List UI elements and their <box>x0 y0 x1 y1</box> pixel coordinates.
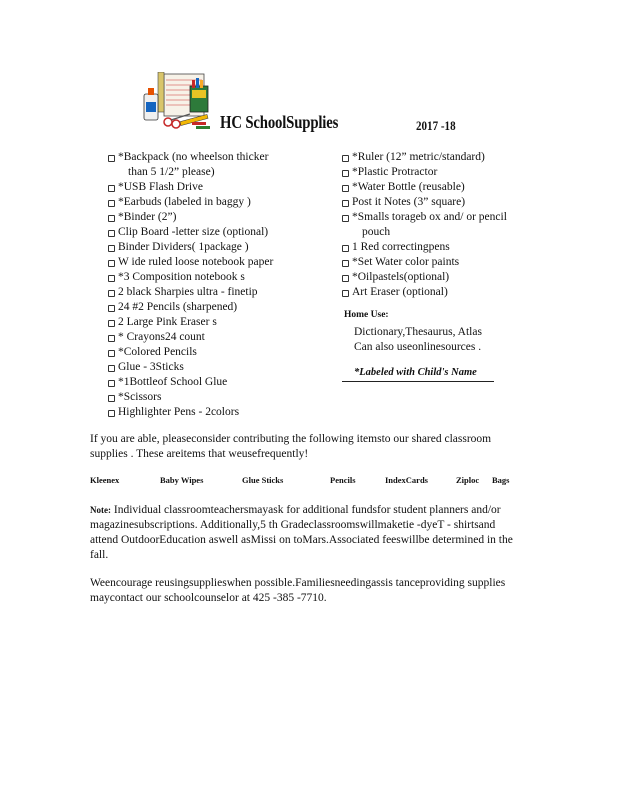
left-supply-list <box>108 150 338 420</box>
list-item: Binder Dividers( 1package ) <box>108 240 338 255</box>
checkbox-icon <box>342 260 349 267</box>
checkbox-icon <box>342 170 349 177</box>
page-title: HC SchoolSupplies <box>220 112 339 132</box>
list-item: *Earbuds (labeled in baggy ) <box>108 195 338 210</box>
right-supply-list <box>342 150 542 382</box>
school-year: 2017 -18 <box>416 118 456 133</box>
checkbox-icon <box>108 305 115 312</box>
contribution-paragraph: If you are able, pleaseconsider contributing the following itemsto our shared classroom supplies . These areitems that weusefrequently! <box>90 433 492 460</box>
list-item: 2 Large Pink Eraser s <box>108 315 338 330</box>
list-item: *USB Flash Drive <box>108 180 338 195</box>
school-supplies-clipart <box>140 72 216 130</box>
list-item: Art Eraser (optional) <box>342 285 542 300</box>
checkbox-icon <box>108 395 115 402</box>
checkbox-icon <box>108 275 115 282</box>
list-item: 2 black Sharpies ultra - finetip <box>108 285 338 300</box>
checkbox-icon <box>342 275 349 282</box>
list-item-continuation: than 5 1/2” please) <box>128 166 215 178</box>
list-item: *Set Water color paints <box>342 255 542 270</box>
checkbox-icon <box>342 290 349 297</box>
checkbox-icon <box>342 245 349 252</box>
list-item: Highlighter Pens - 2colors <box>108 405 338 420</box>
note-body: Individual classroomteachersmayask for additional fundsfor student planners and/or magazinesubscriptions. Additionally,5 th Gradeclassroomswillmaketie -dyeT - shirtsand attend OutdoorEducation aswell asMissi on toMars.Associated feeswillbe determined in the fall. <box>90 504 513 561</box>
list-item: 1 Red correctingpens <box>342 240 542 255</box>
list-item: Clip Board -letter size (optional) <box>108 225 338 240</box>
list-item: *3 Composition notebook s <box>108 270 338 285</box>
shared-item: Kleenex <box>90 475 120 485</box>
checkbox-icon <box>108 260 115 267</box>
shared-item: IndexCards <box>385 475 428 485</box>
checkbox-icon <box>108 185 115 192</box>
list-item: *Ruler (12” metric/standard) <box>342 150 542 165</box>
checkbox-icon <box>108 320 115 327</box>
list-item: *Smalls torageb ox and/ or pencil <box>342 210 542 225</box>
home-use-heading: Home Use: <box>344 310 389 320</box>
checkbox-icon <box>108 380 115 387</box>
checkbox-icon <box>342 200 349 207</box>
shared-item: Ziploc <box>456 475 480 485</box>
note-label: Note: <box>90 505 111 515</box>
list-item: *Colored Pencils <box>108 345 338 360</box>
labeled-note: *Labeled with Child's Name <box>342 365 494 382</box>
list-item: *Binder (2”) <box>108 210 338 225</box>
shared-item: Bags <box>492 475 510 485</box>
list-item: 24 #2 Pencils (sharpened) <box>108 300 338 315</box>
checkbox-icon <box>108 365 115 372</box>
shared-item: Pencils <box>330 475 356 485</box>
shared-item: Glue Sticks <box>242 475 284 485</box>
checkbox-icon <box>108 350 115 357</box>
checkbox-icon <box>108 335 115 342</box>
checkbox-icon <box>108 410 115 417</box>
list-item: *Water Bottle (reusable) <box>342 180 542 195</box>
list-item: Post it Notes (3” square) <box>342 195 542 210</box>
checkbox-icon <box>342 215 349 222</box>
list-item: * Crayons24 count <box>108 330 338 345</box>
home-use-line: Can also useonlinesources . <box>354 341 482 353</box>
checkbox-icon <box>342 185 349 192</box>
checkbox-icon <box>108 215 115 222</box>
list-item: *Plastic Protractor <box>342 165 542 180</box>
encourage-paragraph: Weencourage reusingsupplieswhen possible.Familiesneedingassis tanceproviding supplies maycontact our schoolcounselor at 425 -385 -7710. <box>90 577 506 604</box>
checkbox-icon <box>108 155 115 162</box>
checkbox-icon <box>108 200 115 207</box>
checkbox-icon <box>342 155 349 162</box>
list-item: Glue - 3Sticks <box>108 360 338 375</box>
checkbox-icon <box>108 245 115 252</box>
list-item: *Scissors <box>108 390 338 405</box>
list-item: *Oilpastels(optional) <box>342 270 542 285</box>
home-use-line: Dictionary,Thesaurus, Atlas <box>354 326 482 338</box>
list-item: *Backpack (no wheelson thicker <box>108 150 338 165</box>
shared-item: Baby Wipes <box>160 475 204 485</box>
note-paragraph <box>90 503 520 563</box>
checkbox-icon <box>108 230 115 237</box>
list-item: W ide ruled loose notebook paper <box>108 255 338 270</box>
checkbox-icon <box>108 290 115 297</box>
list-item-continuation: pouch <box>362 226 391 238</box>
list-item: *1Bottleof School Glue <box>108 375 338 390</box>
